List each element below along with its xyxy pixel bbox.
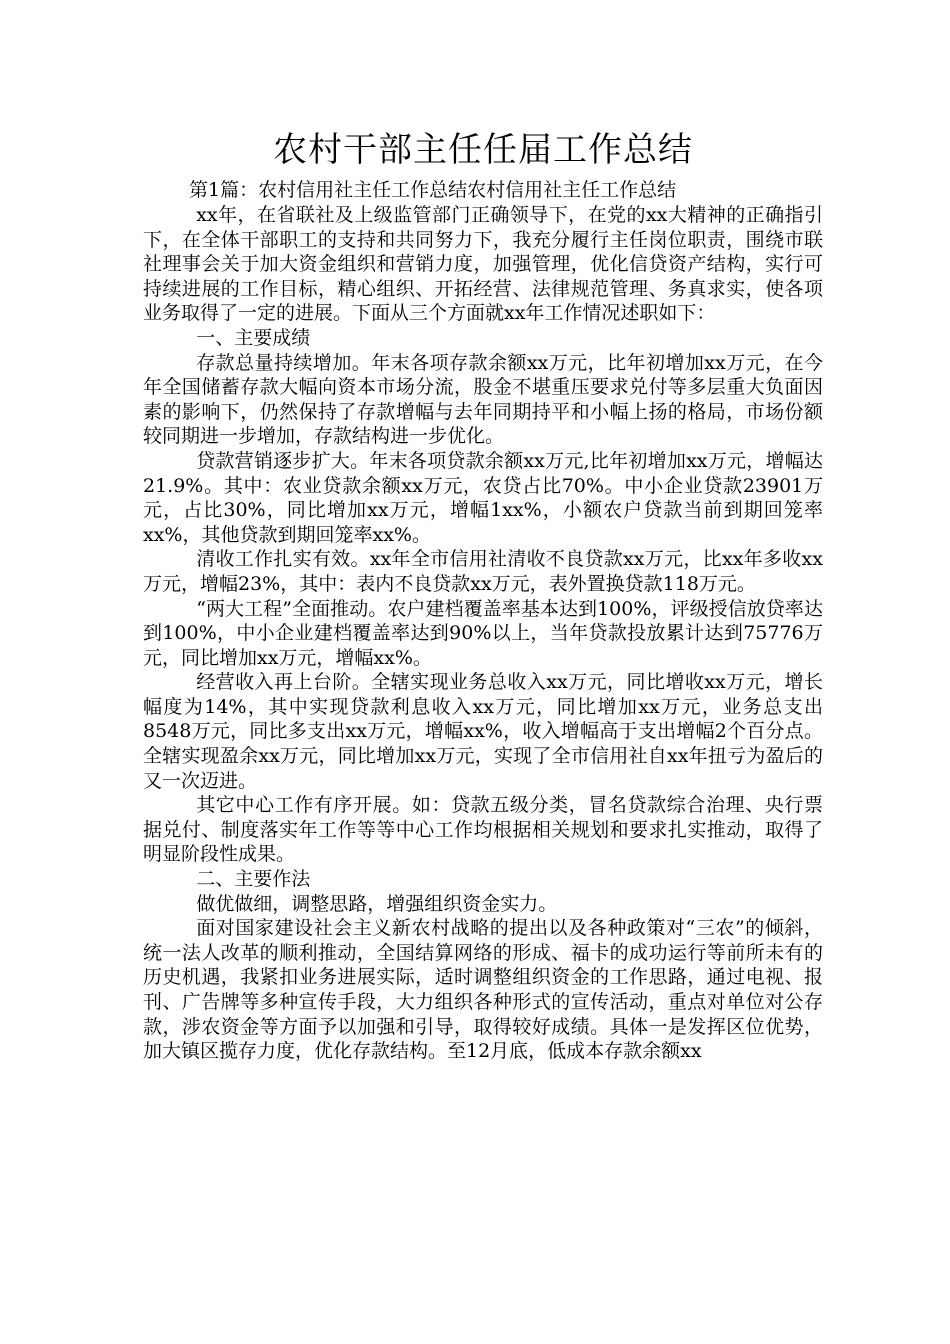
body-paragraph: 经营收入再上台阶。全辖实现业务总收入xx万元，同比增收xx万元，增长幅度为14%，其中实现贷款利息收入xx万元，同比增加xx万元，业务总支出8548万元，同比多支出xx万元，增幅xx%，收入增幅高于支出增幅2个百分点。全辖实现盈余xx万元，同比增加xx万元，实现了全市信用社自xx年扭亏为盈后的又一次迈进。 (143, 671, 823, 792)
body-paragraph: 面对国家建设社会主义新农村战略的提出以及各种政策对“三农”的倾斜，统一法人改革的顺利推动，全国结算网络的形成、福卡的成功运行等前所未有的历史机遇，我紧扣业务进展实际，适时调整组织资金的工作思路，通过电视、报刊、广告牌等多种宣传手段，大力组织各种形式的宣传活动，重点对单位对公存款，涉农资金等方面予以加强和引导，取得较好成绩。具体一是发挥区位优势，加大镇区揽存力度，优化存款结构。至12月底，低成本存款余额xx (143, 917, 823, 1063)
document-subtitle: 第1篇：农村信用社主任工作总结农村信用社主任工作总结 (189, 179, 677, 201)
document-title: 农村干部主任任届工作总结 (273, 130, 693, 170)
section-heading: 一、主要成绩 (196, 326, 311, 349)
body-paragraph: 做优做细，调整思路，增强组织资金实力。 (196, 892, 558, 915)
body-paragraph: 存款总量持续增加。年末各项存款余额xx万元，比年初增加xx万元，在今年全国储蓄存款大幅向资本市场分流，股金不堪重压要求兑付等多层重大负面因素的影响下，仍然保持了存款增幅与去年同期持平和小幅上扬的格局，市场份额较同期进一步增加，存款结构进一步优化。 (143, 351, 823, 448)
body-paragraph: xx年，在省联社及上级监管部门正确领导下，在党的xx大精神的正确指引下，在全体干部职工的支持和共同努力下，我充分履行主任岗位职责，围绕市联社理事会关于加大资金组织和营销力度，加强管理，优化信贷资产结构，实行可持续进展的工作目标，精心组织、开拓经营、法律规范管理、务真求实，使各项业务取得了一定的进展。下面从三个方面就xx年工作情况述职如下： (143, 204, 823, 325)
body-paragraph: 贷款营销逐步扩大。年末各项贷款余额xx万元,比年初增加xx万元，增幅达21.9%。其中：农业贷款余额xx万元，农贷占比70%。中小企业贷款23901万元，占比30%，同比增加xx万元，增幅1xx%，小额农户贷款当前到期回笼率xx%，其他贷款到期回笼率xx%。 (143, 449, 823, 546)
document-page (143, 126, 823, 1064)
body-paragraph: “两大工程”全面推动。农户建档覆盖率基本达到100%，评级授信放贷率达到100%，中小企业建档覆盖率达到90%以上，当年贷款投放累计达到75776万元，同比增加xx万元，增幅xx%。 (143, 597, 823, 669)
document-body (143, 203, 823, 1064)
body-paragraph: 其它中心工作有序开展。如：贷款五级分类，冒名贷款综合治理、央行票据兑付、制度落实年工作等等中心工作均根据相关规划和要求扎实推动，取得了明显阶段性成果。 (143, 794, 823, 866)
body-paragraph: 清收工作扎实有效。xx年全市信用社清收不良贷款xx万元，比xx年多收xx万元，增幅23%，其中：表内不良贷款xx万元，表外置换贷款118万元。 (143, 548, 823, 595)
section-heading: 二、主要作法 (196, 868, 311, 891)
